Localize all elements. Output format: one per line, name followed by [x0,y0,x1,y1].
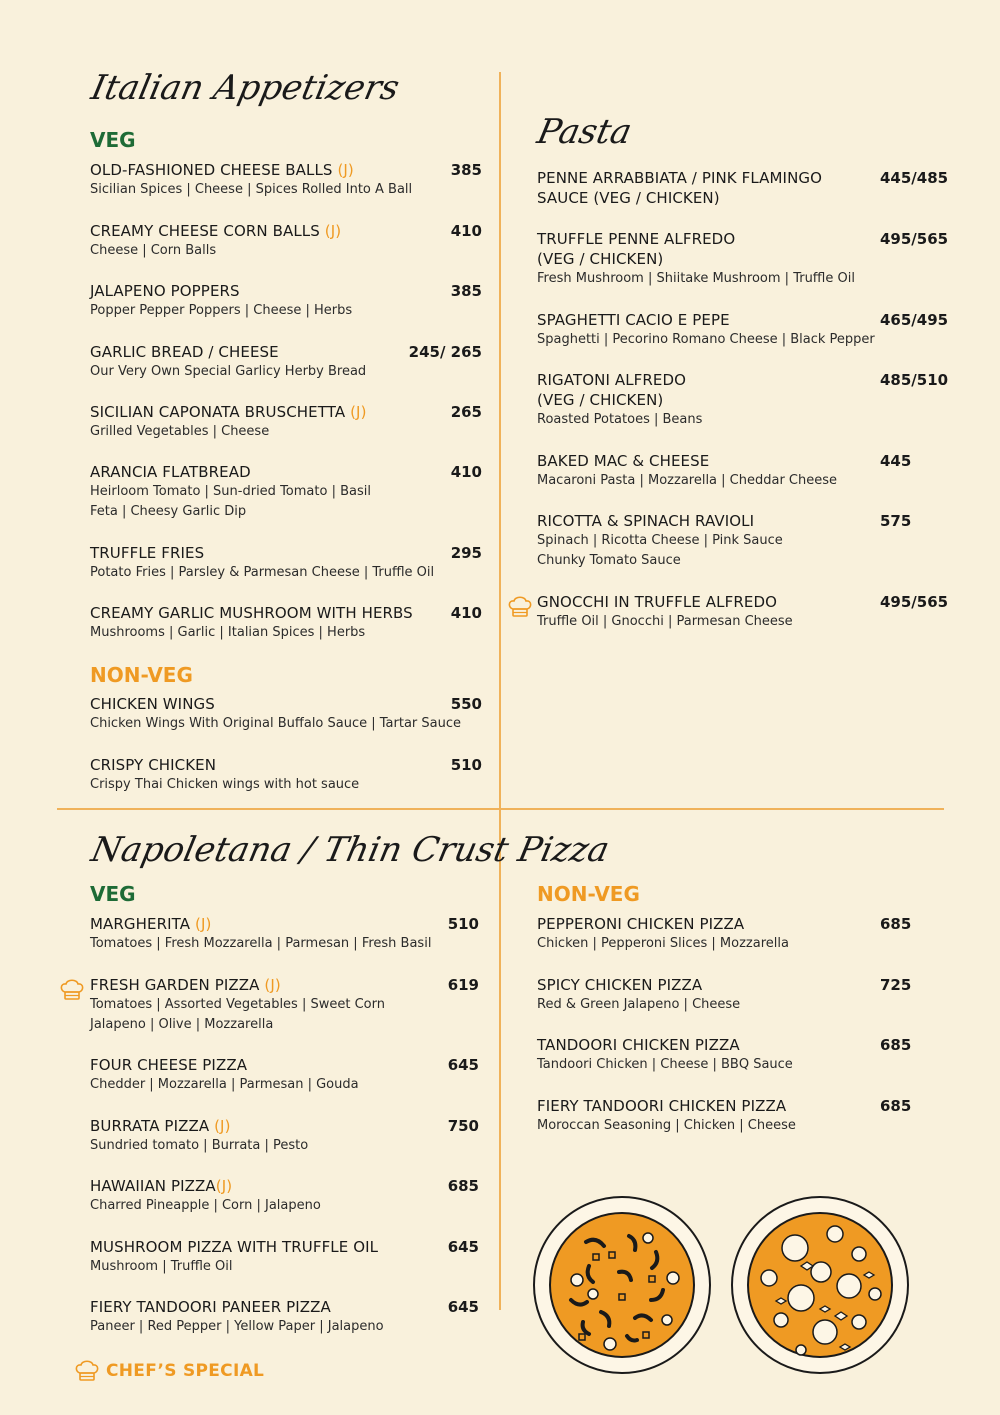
menu-item-name [90,603,482,623]
menu-item [90,281,482,321]
menu-item [90,1237,479,1277]
menu-item-name-text: FRESH GARDEN PIZZA [90,976,260,994]
menu-item-name-text: CREAMY GARLIC MUSHROOM WITH HERBS [90,604,413,622]
menu-item-price: 265 [450,403,482,421]
menu-item-description: Popper Pepper Poppers | Cheese | Herbs [90,303,353,318]
menu-item-name-text: FOUR CHEESE PIZZA [90,1056,248,1074]
menu-item-name [90,1055,479,1075]
menu-item-name-text: SPICY CHICKEN PIZZA [537,976,703,994]
menu-item-name-text: HAWAIIAN PIZZA [90,1177,216,1195]
menu-item-description: Sicilian Spices | Cheese | Spices Rolled Into A Ball [90,182,413,197]
menu-item-price: 410 [450,604,482,622]
menu-item-price: 645 [447,1298,479,1316]
menu-item [537,592,949,632]
chef-hat-icon [507,594,533,620]
menu-item-description: Tandoori Chicken | Cheese | BBQ Sauce [537,1057,793,1072]
menu-item-name [90,543,482,563]
menu-item-name-text: TANDOORI CHICKEN PIZZA [537,1036,740,1054]
menu-item [90,543,482,583]
menu-item-description: Tomatoes | Assorted Vegetables | Sweet Corn [90,997,385,1012]
menu-item-name-text: SICILIAN CAPONATA BRUSCHETTA [90,403,346,421]
menu-item-price: 485/510 [880,371,949,389]
menu-item-price: 495/565 [880,230,949,248]
menu-item-name-text: RICOTTA & SPINACH RAVIOLI [537,512,755,530]
menu-item [90,402,482,442]
menu-item-name-text: RIGATONI ALFREDO [537,371,687,389]
menu-item-description: Chicken Wings With Original Buffalo Sauce | Tartar Sauce [90,716,462,731]
menu-item-price: 685 [880,915,912,933]
cheese-pizza-illustration [729,1194,911,1376]
menu-item-description: Mushroom | Truffle Oil [90,1259,233,1274]
menu-item-description: Fresh Mushroom | Shiitake Mushroom | Truffle Oil [537,271,855,286]
menu-item [537,168,949,208]
menu-item-name-text: FIERY TANDOORI PANEER PIZZA [90,1298,331,1316]
menu-item [90,160,482,200]
pizza-title: Napoletana / Thin Crust Pizza [87,830,613,870]
menu-item [90,1055,479,1095]
menu-item-price: 510 [447,915,479,933]
menu-item-description: Our Very Own Special Garlicy Herby Bread [90,364,367,379]
menu-item-price: 550 [450,695,482,713]
menu-item-description: Charred Pineapple | Corn | Jalapeno [90,1198,321,1213]
menu-item-description: Spaghetti | Pecorino Romano Cheese | Black Pepper [537,332,875,347]
menu-item-name [90,1297,479,1317]
menu-item-name-text: BAKED MAC & CHEESE [537,452,710,470]
menu-item-price: 645 [447,1238,479,1256]
menu-item [90,1297,479,1337]
chef-special-legend [74,1358,264,1384]
menu-item-description: Mushrooms | Garlic | Italian Spices | Herbs [90,625,366,640]
menu-item-price: 385 [450,282,482,300]
menu-item-name-text: CREAMY CHEESE CORN BALLS [90,222,320,240]
menu-item [90,914,479,954]
menu-item-name [90,221,482,241]
menu-item-name [90,914,479,934]
menu-item-price: 385 [450,161,482,179]
menu-item [537,451,942,491]
menu-item-price: 410 [450,463,482,481]
menu-item-description: Potato Fries | Parsley & Parmesan Cheese | Truffle Oil [90,565,435,580]
menu-item-name [90,694,482,714]
menu-item-name-text: (VEG / CHICKEN) [537,391,664,409]
menu-item-description: Heirloom Tomato | Sun-dried Tomato | Basil [90,484,371,499]
menu-item-price: 510 [450,756,482,774]
appetizers-veg-label: VEG [90,128,136,152]
vertical-divider [499,72,501,1310]
menu-item-name-text: SAUCE (VEG / CHICKEN) [537,189,720,207]
menu-item-name [537,1096,907,1116]
menu-item-description: Cheese | Corn Balls [90,243,217,258]
menu-item-description: Red & Green Jalapeno | Cheese [537,997,741,1012]
menu-item [90,1176,479,1216]
chef-hat-icon [59,977,85,1003]
menu-item-description: Paneer | Red Pepper | Yellow Paper | Jalapeno [90,1319,384,1334]
menu-item-name [537,188,942,208]
menu-item-description: Moroccan Seasoning | Chicken | Cheese [537,1118,796,1133]
menu-item-name-text: GARLIC BREAD / CHEESE [90,343,279,361]
menu-item [537,1035,912,1075]
menu-item-price: 295 [450,544,482,562]
menu-item-name-text: SPAGHETTI CACIO E PEPE [537,311,730,329]
menu-item-name [90,402,482,422]
menu-item [537,370,949,430]
menu-item-description: Tomatoes | Fresh Mozzarella | Parmesan | Fresh Basil [90,936,432,951]
menu-item-name [537,914,907,934]
menu-item-price: 685 [880,1036,912,1054]
menu-item-price: 445 [880,452,912,470]
menu-item [537,229,949,289]
menu-item [90,221,482,261]
menu-item-name [90,160,482,180]
menu-item-price: 465/495 [880,311,949,329]
menu-item-name-text: GNOCCHI IN TRUFFLE ALFREDO [537,593,778,611]
menu-item-description: Truffle Oil | Gnocchi | Parmesan Cheese [537,614,793,629]
menu-item-description: Feta | Cheesy Garlic Dip [90,504,247,519]
menu-item-name [90,462,482,482]
pasta-title: Pasta [533,112,636,152]
menu-item-name-text: CRISPY CHICKEN [90,756,217,774]
menu-item-description: Sundried tomato | Burrata | Pesto [90,1138,309,1153]
pizza-veg-label: VEG [90,882,136,906]
menu-item-name-text: ARANCIA FLATBREAD [90,463,251,481]
appetizers-title: Italian Appetizers [87,68,403,108]
appetizers-nonveg-label: NON-VEG [90,663,193,687]
horizontal-divider [57,808,944,810]
menu-item-name-text: BURRATA PIZZA [90,1117,210,1135]
menu-item [537,1096,912,1136]
menu-item-price: 445/485 [880,169,949,187]
menu-item-description: Spinach | Ricotta Cheese | Pink Sauce [537,533,783,548]
menu-item-description: Chicken | Pepperoni Slices | Mozzarella [537,936,789,951]
menu-item [90,755,482,795]
menu-item-description: Crispy Thai Chicken wings with hot sauce [90,777,360,792]
menu-item [90,694,482,734]
menu-item-name-text: JALAPENO POPPERS [90,282,240,300]
chef-hat-icon [74,1358,100,1384]
menu-item-name [537,390,942,410]
jain-tag: (J) [195,915,212,933]
menu-item-name-text: TRUFFLE PENNE ALFREDO [537,230,736,248]
menu-item-name [90,281,482,301]
menu-item-price: 245/ 265 [408,343,482,361]
menu-item-name-text: FIERY TANDOORI CHICKEN PIZZA [537,1097,787,1115]
menu-item-description: Grilled Vegetables | Cheese [90,424,270,439]
menu-item-price: 619 [447,976,479,994]
jain-tag: (J) [324,222,342,240]
menu-item-name [90,1176,479,1196]
menu-item-price: 575 [880,512,912,530]
menu-item-price: 685 [880,1097,912,1115]
menu-item [90,462,482,522]
menu-item-price: 750 [447,1117,479,1135]
menu-item-name [537,249,942,269]
menu-item-name-text: PENNE ARRABBIATA / PINK FLAMINGO [537,169,823,187]
menu-item-price: 685 [447,1177,479,1195]
chef-special-label: CHEF’S SPECIAL [106,1361,265,1381]
menu-item-description: Jalapeno | Olive | Mozzarella [90,1017,274,1032]
menu-item-description: Chedder | Mozzarella | Parmesan | Gouda [90,1077,359,1092]
menu-item [90,975,479,1035]
menu-item-description: Macaroni Pasta | Mozzarella | Cheddar Cheese [537,473,838,488]
menu-item-name-text: MUSHROOM PIZZA WITH TRUFFLE OIL [90,1238,379,1256]
menu-item-name [90,755,482,775]
menu-item-description: Roasted Potatoes | Beans [537,412,703,427]
menu-item-name-text: TRUFFLE FRIES [90,544,205,562]
menu-item [537,975,912,1015]
menu-item-description: Chunky Tomato Sauce [537,553,681,568]
menu-item-name-text: CHICKEN WINGS [90,695,215,713]
menu-item-name [537,975,907,995]
menu-item-name [537,1035,907,1055]
menu-item-name [90,1237,479,1257]
menu-item [537,511,942,571]
jain-tag: (J) [214,1117,231,1135]
jain-tag: (J) [264,976,281,994]
menu-item-price: 495/565 [880,593,949,611]
pepperoni-pizza-illustration [531,1194,713,1376]
menu-item-name [90,975,479,995]
menu-item [90,603,482,643]
menu-item [90,1116,479,1156]
menu-item-name [90,1116,479,1136]
menu-item [90,342,482,382]
jain-tag: (J) [215,1177,233,1195]
menu-item-name-text: OLD-FASHIONED CHEESE BALLS [90,161,333,179]
menu-item [537,914,912,954]
menu-item-price: 645 [447,1056,479,1074]
menu-item [537,310,949,350]
jain-tag: (J) [350,403,367,421]
pizza-nonveg-label: NON-VEG [537,882,640,906]
menu-item-name-text: (VEG / CHICKEN) [537,250,664,268]
menu-item-name-text: PEPPERONI CHICKEN PIZZA [537,915,745,933]
menu-item-name-text: MARGHERITA [90,915,191,933]
menu-item-price: 410 [450,222,482,240]
menu-item-price: 725 [880,976,912,994]
jain-tag: (J) [337,161,354,179]
